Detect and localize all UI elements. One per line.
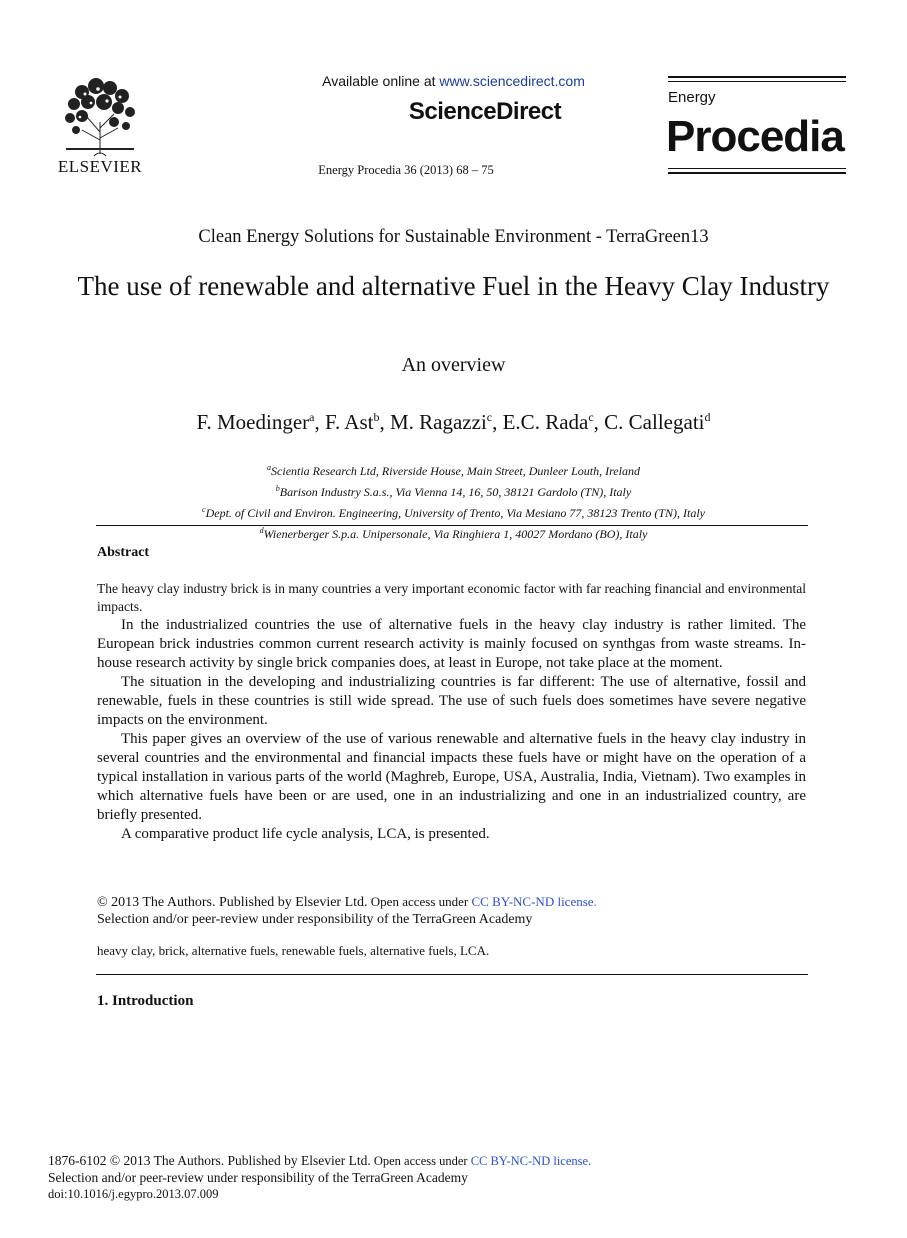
page-footer: 1876-6102 © 2013 The Authors. Published by Elsevier Ltd. Open access under CC BY-NC-ND license. Selection and/or peer-review under responsibility of the TerraGreen Academy doi:10.1016/j.egypro.2013.07.009 [48,1153,868,1203]
conference-name: Clean Energy Solutions for Sustainable Environment - TerraGreen13 [198,227,709,247]
sciencedirect-url-link[interactable]: www.sciencedirect.com [439,73,585,89]
procedia-rule-bottom-thin [668,168,846,169]
procedia-logo-wordmark: Procedia [666,112,844,161]
keywords: heavy clay, brick, alternative fuels, renewable fuels, alternative fuels, LCA. [97,943,490,958]
affiliation: $^d$Wienerberger S.p.a. Unipersonale, Via Ringhiera 1, 40027 Mordano (BO), Italy [259,526,648,541]
section-heading: 1. Introduction [97,993,194,1009]
affiliation: $^b$Barison Industry S.a.s., Via Vienna 14, 16, 50, 38121 Gardolo (TN), Italy [275,484,632,499]
journal-citation: Energy Procedia 36 (2013) 68 – 75 [318,163,494,177]
abstract-paragraph: A comparative product life cycle analysis, LCA, is presented. [121,826,490,842]
elsevier-wordmark: ELSEVIER [57,157,143,176]
article-title: The use of renewable and alternative Fuel in the Heavy Clay Industry [77,271,830,301]
procedia-rule-top [668,76,846,78]
abstract-paragraph: The situation in the developing and industrializing countries is far different: The use of alternative, fossil and renewable, fuels in these countries is still wide spread. The use of such fuels does sometimes have severe negative impacts on the environment. [97,674,806,728]
article-subtitle: An overview [401,354,506,376]
license-link[interactable]: CC BY-NC-ND license. [471,894,597,909]
author: C. Callegati$^d$ [604,410,711,434]
doi: doi:10.1016/j.egypro.2013.07.009 [48,1187,219,1201]
divider [96,525,808,526]
procedia-logo-energy: Energy [668,89,716,106]
procedia-rule-top-thin [668,81,846,82]
copyright-notice: © 2013 The Authors. Published by Elsevier Ltd. Open access under CC BY-NC-ND license. Selection and/or peer-review under responsibility of the TerraGreen Academy [97,894,597,927]
affiliation: $^a$Scientia Research Ltd, Riverside House, Main Street, Dunleer Louth, Ireland [267,463,640,478]
abstract-paragraph: This paper gives an overview of the use of various renewable and alternative fuels in the heavy clay industry in several countries and the environmental and financial impacts these fuels have or might have on the operation of a typical installation in various parts of the world (Maghreb, Europe, USA, Australia, India, Vietnam). Two examples in which alternative fuels have been or are used, one in an industrializing and one in an industrialized country, are briefly presented. [97,731,806,823]
availability-prefix: Available online at [322,73,440,89]
affiliation-list [0,459,907,543]
abstract-paragraph: The heavy clay industry brick is in many countries a very important economic factor with far reaching financial and environmental impacts. [97,581,806,614]
author-list [0,410,907,435]
author: M. Ragazzi$^c$, [389,410,503,434]
procedia-rule-bottom [668,172,846,174]
abstract-heading: Abstract [97,545,150,560]
affiliation: $^c$Dept. of Civil and Environ. Engineering, University of Trento, Via Mesiano 77, 38123 Trento (TN), Italy [202,505,705,520]
author: F. Ast$^b$, [324,410,390,434]
divider [96,974,808,975]
abstract-body [97,580,806,844]
author: F. Moedinger$^a$, [196,410,325,434]
author: E.C. Rada$^c$, [502,410,605,434]
footer-license-link[interactable]: CC BY-NC-ND license. [470,1154,592,1168]
abstract-paragraph: In the industrialized countries the use of alternative fuels in the heavy clay industry is rather limited. The European brick industries common current research activity is mainly focused on synthgas from waste streams. In-house research activity by single brick companies does, at least in Europe, not take place at the moment. [97,617,806,671]
sciencedirect-wordmark: ScienceDirect [408,98,562,125]
